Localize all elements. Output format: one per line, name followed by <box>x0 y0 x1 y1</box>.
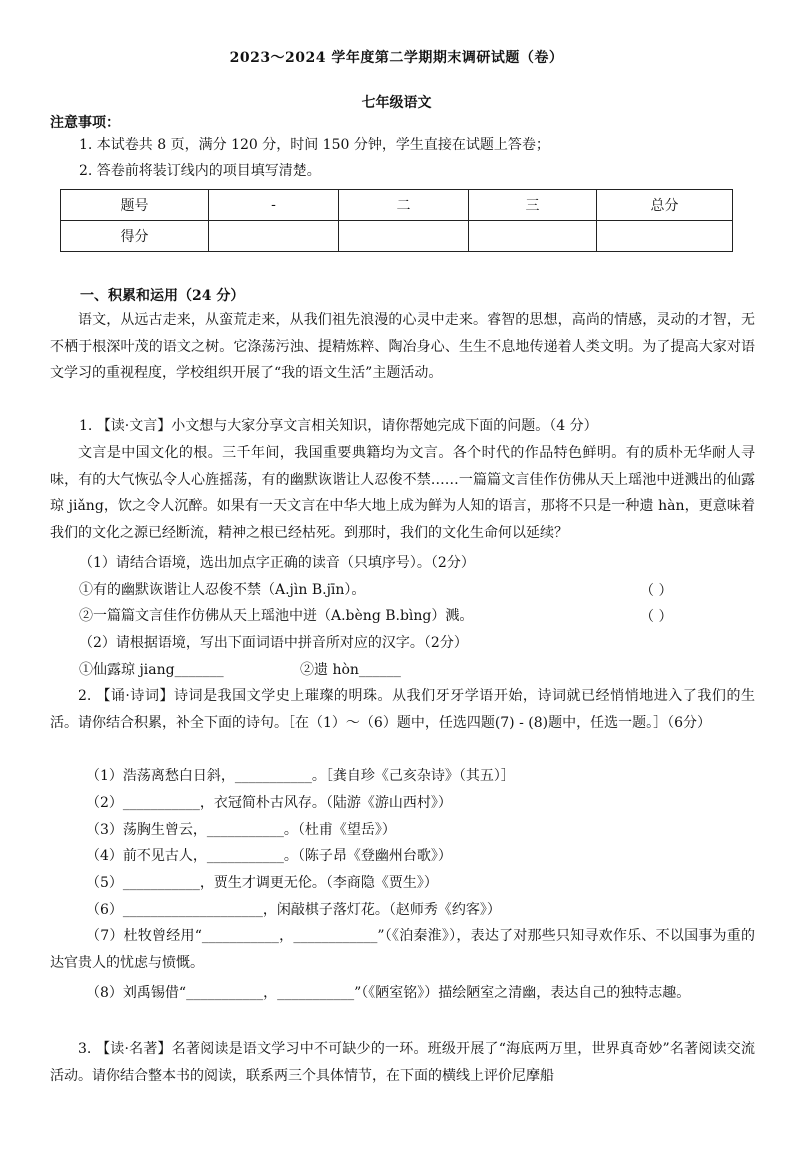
score-cell[interactable] <box>469 221 597 252</box>
q1-option-1: ①有的幽默诙谐让人忍俊不禁（A.jìn B.jīn）。 <box>79 582 366 598</box>
q2-item[interactable]: （3）荡胸生曾云，___________。（杜甫《望岳》） <box>86 822 396 838</box>
q1-sub1: （1）请结合语境，选出加点字正确的读音（只填序号）。（2分） <box>79 555 475 571</box>
q1-fill-1[interactable]: ①仙露琼 jiang_______ <box>79 662 224 678</box>
q1-answer-bracket-2[interactable]: （ ） <box>640 609 673 625</box>
score-table-score-row <box>61 221 733 252</box>
score-table <box>60 189 733 252</box>
q2-item[interactable]: （5）___________，贾生才调更无伦。（李商隐《贾生》） <box>86 875 438 891</box>
score-table-header-row <box>61 190 733 221</box>
q2-item-8[interactable]: （8）刘禹锡借“___________，___________”（《陋室铭》）描绘陋室之清幽，表达自己的独特志趣。 <box>86 985 691 1001</box>
q2-item[interactable]: （6）____________________，闲敲棋子落灯花。（赵师秀《约客》） <box>86 902 501 918</box>
score-cell[interactable] <box>209 221 339 252</box>
score-header-cell: 题号 <box>61 190 209 221</box>
score-header-cell: 总分 <box>597 190 733 221</box>
exam-title: 2023～2024 学年度第二学期期末调研试题（卷） <box>229 50 564 66</box>
q3-stem: 3. 【读·名著】名著阅读是语文学习中不可缺少的一环。班级开展了“海底两万里，世界真奇妙”名著阅读交流活动。请你结合整本书的阅读，联系两三个具体情节，在下面的横线上评价尼摩船 <box>50 1041 755 1084</box>
section-1-intro: 语文，从远古走来，从蛮荒走来，从我们祖先浪漫的心灵中走来。睿智的思想，高尚的情感，灵动的才智，无不栖于根深叶茂的语文之树。它涤荡污浊、提精炼粹、陶冶身心、生生不息地传递着人类文明。为了提高大家对语文学习的重视程度，学校组织开展了“我的语文生活”主题活动。 <box>50 312 755 382</box>
q1-passage: 文言是中国文化的根。三千年间，我国重要典籍均为文言。各个时代的作品特色鲜明。有的质朴无华耐人寻味，有的大气恢弘令人心旌摇荡，有的幽默诙谐让人忍俊不禁……一篇篇文言佳作仿佛从天上瑶池中迸溅出的仙露琼 jiǎng，饮之令人沉醉。如果有一天文言在中华大地上成为鲜为人知的语言，那将不只是一种遗 hàn，更意味着我们的文化之源已经断流，精神之根已经枯死。到那时，我们的文化生命何以延续？ <box>50 445 755 541</box>
q2-item-7[interactable]: （7）杜牧曾经用“___________，____________”（《泊秦淮》），表达了对那些只知寻欢作乐、不以国事为重的达官贵人的忧虑与愤慨。 <box>50 928 755 971</box>
q2-item[interactable]: （4）前不见古人，___________。（陈子昂《登幽州台歌》） <box>86 848 452 864</box>
score-header-cell: 三 <box>469 190 597 221</box>
score-header-cell: - <box>209 190 339 221</box>
q1-fill-2[interactable]: ②遗 hòn______ <box>300 662 401 678</box>
notice-item-1: 1. 本试卷共 8 页，满分 120 分，时间 150 分钟，学生直接在试题上答卷； <box>79 137 550 153</box>
section-1-heading: 一、积累和运用（24 分） <box>80 288 245 304</box>
exam-subtitle: 七年级语文 <box>361 95 432 111</box>
score-cell[interactable] <box>339 221 469 252</box>
q2-item[interactable]: （1）浩荡离愁白日斜，___________。［龚自珍《己亥杂诗》（其五）］ <box>86 768 515 784</box>
q2-item[interactable]: （2）___________，衣冠简朴古风存。（陆游《游山西村》） <box>86 795 452 811</box>
q1-stem: 1. 【读·文言】小文想与大家分享文言相关知识，请你帮她完成下面的问题。（4 分） <box>79 418 598 434</box>
score-header-cell: 二 <box>339 190 469 221</box>
q1-sub2: （2）请根据语境，写出下面词语中拼音所对应的汉字。（2分） <box>79 635 468 651</box>
score-cell[interactable] <box>597 221 733 252</box>
score-row-label: 得分 <box>61 221 209 252</box>
q1-option-2: ②一篇篇文言佳作仿佛从天上瑶池中迸（A.bèng B.bìng）溅。 <box>79 608 474 624</box>
q1-answer-bracket-1[interactable]: （ ） <box>640 583 673 599</box>
notice-heading: 注意事项： <box>50 115 120 131</box>
q2-stem: 2. 【诵·诗词】诗词是我国文学史上璀璨的明珠。从我们牙牙学语开始，诗词就已经悄悄地进入了我们的生活。请你结合积累，补全下面的诗句。［在（1）～（6）题中，任选四题(7) - (8)题中，任选一题。］（6分） <box>50 688 755 731</box>
notice-item-2: 2. 答卷前将装订线内的项目填写清楚。 <box>79 163 321 179</box>
